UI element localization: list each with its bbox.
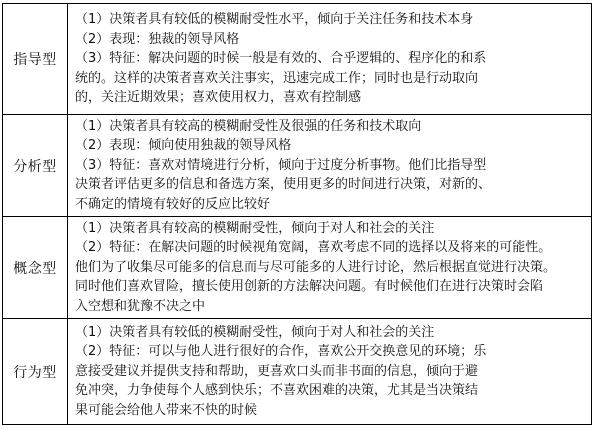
type-cell: 概念型 <box>3 217 68 319</box>
description-line: （2）特征：可以与他人进行很好的合作，喜欢公开交换意见的环境；乐 <box>75 344 487 360</box>
table-row-analytical <box>3 115 592 217</box>
description-cell <box>68 319 592 425</box>
description-line: 不确定的情境有较好的反应比较好 <box>75 196 271 212</box>
description-line: （1）决策者具有较高的模糊耐受性及很强的任务和技术取向 <box>75 118 422 134</box>
description-line: 统的。这样的决策者喜欢关注事实，迅速完成工作；同时也是行动取向 <box>75 70 479 86</box>
description-line: 同时他们喜欢冒险，擅长使用创新的方法解决问题。有时候他们在进行决策时会陷 <box>75 279 544 295</box>
description-line: （1）决策者具有较低的模糊耐受性水平，倾向于关注任务和技术本身 <box>75 12 474 28</box>
description-line: （2）表现：倾向使用独裁的领导风格 <box>75 138 292 154</box>
description-line: （2）表现：独裁的领导风格 <box>75 31 240 47</box>
description-line: 意接受建议并提供支持和帮助，更喜欢口头而非书面的信息，倾向于避 <box>75 363 479 379</box>
description-line: 免冲突，力争使每个人感到快乐；不喜欢困难的决策，尤其是当决策结 <box>75 383 479 399</box>
type-cell: 行为型 <box>3 319 68 425</box>
description-line: （2）特征：在解决问题的时候视角宽阔，喜欢考虑不同的选择以及将来的可能性。 <box>75 240 552 256</box>
description-cell <box>68 217 592 319</box>
description-line: （1）决策者具有较高的模糊耐受性，倾向于对人和社会的关注 <box>75 220 435 236</box>
description-line: （1）决策者具有较低的模糊耐受性，倾向于对人和社会的关注 <box>75 324 435 340</box>
description-line: （3）特征：解决问题的时候一般是有效的、合乎逻辑的、程序化的和系 <box>75 51 487 67</box>
description-line: 的，关注近期效果；喜欢使用权力，喜欢有控制感 <box>75 90 362 106</box>
table-row-behavioral <box>3 319 592 425</box>
description-line: 果可能会给他人带来不快的时候 <box>75 402 258 418</box>
table-row-conceptual <box>3 217 592 319</box>
type-cell: 分析型 <box>3 115 68 217</box>
description-line: 决策者评估更多的信息和备选方案，使用更多的时间进行决策，对新的、 <box>75 177 492 193</box>
type-cell: 指导型 <box>3 4 68 115</box>
description-line: 他们为了收集尽可能多的信息而与尽可能多的人进行讨论，然后根据直觉进行决策。 <box>75 259 557 275</box>
decision-style-table <box>2 3 592 425</box>
description-cell <box>68 4 592 115</box>
description-line: （3）特征：喜欢对情境进行分析，倾向于过度分析事物。他们比指导型 <box>75 157 487 173</box>
description-cell <box>68 115 592 217</box>
table-row-directive <box>3 4 592 115</box>
description-line: 入空想和犹豫不决之中 <box>75 298 206 314</box>
